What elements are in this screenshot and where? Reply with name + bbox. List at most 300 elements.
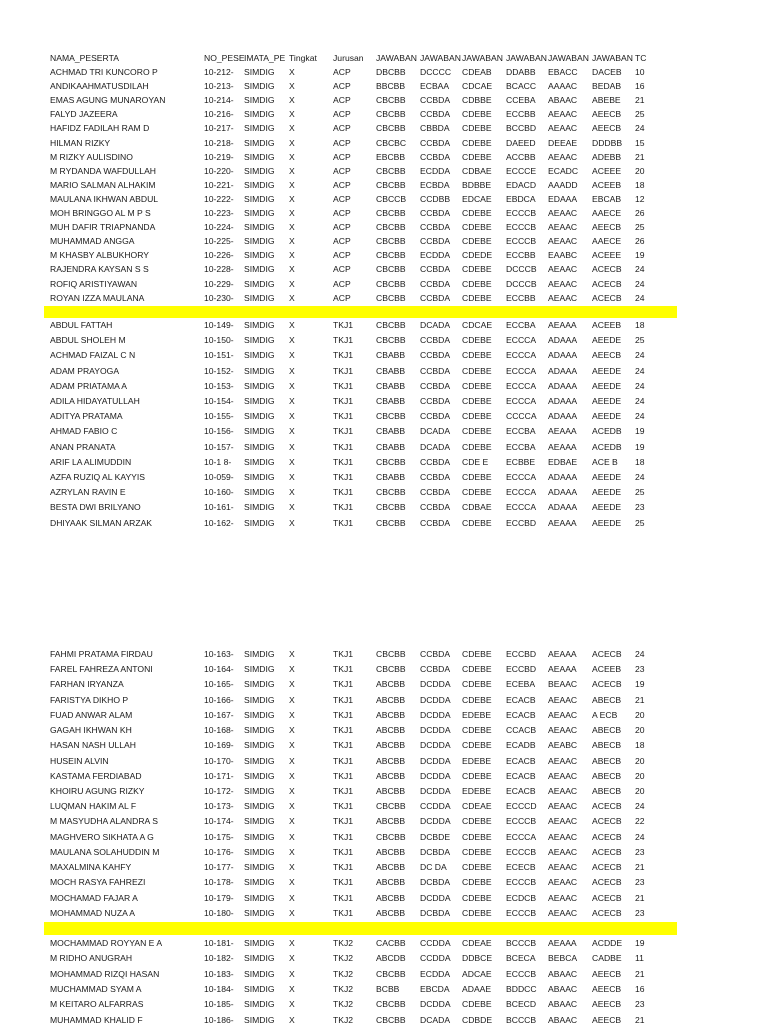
jawaban-cell: ACEDB: [592, 441, 622, 452]
tingkat-cell: X: [289, 67, 295, 77]
jawaban-cell: BDDCC: [506, 983, 537, 994]
tc-cell: 24: [635, 380, 645, 391]
table-row: [0, 207, 768, 220]
tc-cell: 18: [635, 740, 645, 751]
jawaban-cell: AEAAC: [548, 236, 578, 247]
jawaban-cell: ECDDA: [420, 968, 451, 979]
jurusan-cell: ACP: [333, 292, 351, 303]
highlight-separator: [44, 922, 677, 935]
jawaban-cell: BCECA: [506, 953, 536, 964]
jawaban-cell: ECCBD: [506, 649, 537, 659]
tingkat-cell: X: [289, 694, 295, 705]
jawaban-cell: ECCCB: [506, 846, 537, 857]
jawaban-cell: AEAAC: [548, 755, 578, 766]
kelas-cell: SIMDIG: [244, 679, 275, 690]
jawaban-cell: DCDDA: [420, 816, 451, 827]
tingkat-cell: X: [289, 123, 295, 134]
no-peserta-cell: 10-182-: [204, 953, 234, 964]
jawaban-cell: ECCCB: [506, 907, 537, 918]
tingkat-cell: X: [289, 472, 295, 482]
jawaban-cell: DCDDA: [420, 740, 451, 751]
jawaban-cell: ACEEB: [592, 320, 622, 330]
nama-cell: ADILA HIDAYATULLAH: [50, 396, 140, 406]
jawaban-cell: ABCDB: [376, 953, 406, 964]
table-row: [0, 755, 768, 768]
jawaban-cell: AEAAC: [548, 123, 578, 134]
tc-cell: 24: [635, 472, 645, 482]
tc-cell: 24: [635, 278, 645, 289]
tingkat-cell: X: [289, 278, 295, 289]
jurusan-cell: ACP: [333, 67, 351, 77]
jurusan-cell: TKJ2: [333, 968, 354, 979]
jawaban-cell: CBCBB: [376, 236, 406, 247]
jawaban-cell: CDEBE: [462, 350, 492, 361]
jurusan-cell: TKJ1: [333, 709, 354, 720]
jawaban-cell: ACECB: [592, 649, 622, 659]
nama-cell: RAJENDRA KAYSAN S S: [50, 264, 149, 275]
jawaban-cell: AEAAC: [548, 694, 578, 705]
no-peserta-cell: 10-225-: [204, 236, 234, 247]
kelas-cell: SIMDIG: [244, 193, 275, 204]
nama-cell: AZRYLAN RAVIN E: [50, 487, 126, 498]
no-peserta-cell: 10-212-: [204, 67, 234, 77]
jawaban-cell: ECCCB: [506, 968, 537, 979]
jawaban-cell: CBCBB: [376, 222, 406, 233]
jawaban-cell: CDEBE: [462, 411, 492, 422]
jurusan-cell: TKJ1: [333, 487, 354, 498]
tc-cell: 22: [635, 816, 645, 827]
jurusan-cell: ACP: [333, 123, 351, 134]
jawaban-cell: ECDCB: [506, 892, 537, 903]
tingkat-cell: X: [289, 264, 295, 275]
jurusan-cell: TKJ2: [333, 938, 354, 948]
nama-cell: MOH BRINGGO AL M P S: [50, 208, 151, 218]
jawaban-cell: ACECB: [592, 264, 622, 275]
nama-cell: MAULANA IKHWAN ABDUL: [50, 193, 159, 204]
jawaban-cell: CCBDA: [420, 208, 451, 218]
jawaban-cell: ECCCE: [506, 165, 537, 176]
jawaban-cell: AEEDE: [592, 380, 622, 391]
no-peserta-cell: 10-186-: [204, 1014, 234, 1025]
tc-cell: 21: [635, 862, 645, 873]
jawaban-cell: CDEBE: [462, 109, 492, 120]
table-row: [0, 785, 768, 798]
no-peserta-cell: 10-169-: [204, 740, 234, 751]
table-row: [0, 770, 768, 783]
nama-cell: HILMAN RIZKY: [50, 137, 111, 148]
jawaban-cell: EBDCA: [506, 193, 536, 204]
nama-cell: MUHAMMAD ANGGA: [50, 236, 135, 247]
jawaban-cell: DBCBB: [376, 67, 406, 77]
tingkat-cell: X: [289, 938, 295, 948]
kelas-cell: SIMDIG: [244, 816, 275, 827]
table-row: [0, 410, 768, 423]
tc-cell: 18: [635, 179, 645, 190]
jurusan-cell: TKJ1: [333, 877, 354, 888]
kelas-cell: SIMDIG: [244, 380, 275, 391]
jawaban-cell: CBABB: [376, 472, 406, 482]
jurusan-cell: ACP: [333, 208, 351, 218]
jawaban-cell: CDEBE: [462, 380, 492, 391]
table-row: [0, 694, 768, 707]
table-row: [0, 66, 768, 79]
jawaban-cell: ECACB: [506, 709, 536, 720]
jawaban-cell: AEECB: [592, 968, 622, 979]
tingkat-cell: X: [289, 907, 295, 918]
no-peserta-cell: 10-220-: [204, 165, 234, 176]
kelas-cell: SIMDIG: [244, 320, 275, 330]
jawaban-cell: CCBDA: [420, 365, 451, 376]
tc-cell: 25: [635, 335, 645, 346]
jawaban-cell: AEAAC: [548, 831, 578, 842]
jawaban-cell: CCBDA: [420, 472, 451, 482]
jawaban-cell: AAECE: [592, 236, 622, 247]
jawaban-cell: CDBBE: [462, 95, 492, 106]
tc-cell: 24: [635, 350, 645, 361]
jawaban-cell: ECCBA: [506, 426, 536, 437]
tingkat-cell: X: [289, 785, 295, 796]
table-row: [0, 249, 768, 262]
jawaban-cell: AEECB: [592, 222, 622, 233]
jawaban-cell: ECDDA: [420, 165, 451, 176]
kelas-cell: SIMDIG: [244, 109, 275, 120]
table-row: [0, 861, 768, 874]
jawaban-cell: CCBDA: [420, 396, 451, 406]
no-peserta-cell: 10-173-: [204, 801, 234, 812]
jawaban-cell: AEEDE: [592, 335, 622, 346]
kelas-cell: SIMDIG: [244, 770, 275, 781]
jurusan-cell: ACP: [333, 278, 351, 289]
jurusan-cell: ACP: [333, 165, 351, 176]
jawaban-cell: CCBDA: [420, 109, 451, 120]
no-peserta-cell: 10-171-: [204, 770, 234, 781]
jawaban-cell: AEECB: [592, 109, 622, 120]
nama-cell: AHMAD FABIO C: [50, 426, 118, 437]
nama-cell: M MASYUDHA ALANDRA S: [50, 816, 158, 827]
kelas-cell: SIMDIG: [244, 335, 275, 346]
jawaban-cell: ABECB: [592, 694, 622, 705]
jawaban-cell: CBCBB: [376, 335, 406, 346]
jawaban-cell: CDEBE: [462, 426, 492, 437]
jawaban-cell: ABAAC: [548, 999, 578, 1010]
kelas-cell: SIMDIG: [244, 350, 275, 361]
nama-cell: GAGAH IKHWAN KH: [50, 725, 132, 736]
jawaban-cell: CDEBE: [462, 999, 492, 1010]
jawaban-cell: ACDDE: [592, 938, 623, 948]
jawaban-cell: CDEBE: [462, 907, 492, 918]
jawaban-cell: ACE B: [592, 456, 618, 467]
jurusan-cell: ACP: [333, 109, 351, 120]
table-row: [0, 678, 768, 691]
table-row: [0, 1014, 768, 1027]
jawaban-cell: BCBB: [376, 983, 400, 994]
jawaban-cell: CBBDA: [420, 123, 450, 134]
nama-cell: FARHAN IRYANZA: [50, 679, 124, 690]
tingkat-cell: X: [289, 165, 295, 176]
jurusan-cell: TKJ1: [333, 502, 354, 513]
jawaban-cell: CDEBE: [462, 472, 492, 482]
tingkat-cell: X: [289, 709, 295, 720]
jawaban-cell: ECCCB: [506, 877, 537, 888]
no-peserta-cell: 10-218-: [204, 137, 234, 148]
tingkat-cell: X: [289, 151, 295, 162]
jawaban-cell: AEAAA: [548, 320, 577, 330]
tingkat-cell: X: [289, 801, 295, 812]
jawaban-cell: AEAAA: [548, 938, 577, 948]
kelas-cell: SIMDIG: [244, 250, 275, 261]
nama-cell: HASAN NASH ULLAH: [50, 740, 136, 751]
no-peserta-cell: 10-168-: [204, 725, 234, 736]
no-peserta-cell: 10-175-: [204, 831, 234, 842]
kelas-cell: SIMDIG: [244, 953, 275, 964]
jurusan-cell: TKJ1: [333, 664, 354, 675]
jawaban-cell: CCBDA: [420, 137, 451, 148]
kelas-cell: SIMDIG: [244, 208, 275, 218]
jawaban-cell: AAAAC: [548, 81, 578, 92]
jawaban-cell: ABCBB: [376, 816, 406, 827]
jawaban-cell: CCBDA: [420, 95, 451, 106]
tc-cell: 19: [635, 426, 645, 437]
jawaban-cell: DCDDA: [420, 999, 451, 1010]
no-peserta-cell: 10-151-: [204, 350, 234, 361]
jurusan-cell: TKJ1: [333, 396, 354, 406]
jawaban-cell: ABECB: [592, 785, 622, 796]
jawaban-cell: EAABC: [548, 250, 578, 261]
nama-cell: MOCHAMMAD ROYYAN E A: [50, 938, 163, 948]
jawaban-cell: ACECB: [592, 907, 622, 918]
jawaban-cell: DDABB: [506, 67, 536, 77]
nama-cell: ABDUL SHOLEH M: [50, 335, 126, 346]
table-row: [0, 486, 768, 499]
jurusan-cell: TKJ1: [333, 426, 354, 437]
jawaban-cell: CDEBE: [462, 487, 492, 498]
no-peserta-cell: 10-217-: [204, 123, 234, 134]
nama-cell: MOHAMMAD RIZQI HASAN: [50, 968, 160, 979]
kelas-cell: SIMDIG: [244, 1014, 275, 1025]
jawaban-cell: CBCBB: [376, 502, 406, 513]
jawaban-cell: ABCBB: [376, 862, 406, 873]
nama-cell: ABDUL FATTAH: [50, 320, 113, 330]
tc-cell: 23: [635, 664, 645, 675]
no-peserta-cell: 10-226-: [204, 250, 234, 261]
no-peserta-cell: 10-1 8-: [204, 456, 232, 467]
nama-cell: ADAM PRIATAMA A: [50, 380, 128, 391]
jawaban-cell: AEECB: [592, 123, 622, 134]
jurusan-cell: TKJ1: [333, 770, 354, 781]
jawaban-cell: ECCBA: [506, 320, 536, 330]
tingkat-cell: X: [289, 426, 295, 437]
jawaban-cell: ABCBB: [376, 846, 406, 857]
tc-cell: 16: [635, 81, 645, 92]
jawaban-cell: BDBBE: [462, 179, 492, 190]
jurusan-cell: TKJ2: [333, 983, 354, 994]
jawaban-cell: ECDDA: [420, 250, 451, 261]
jawaban-cell: CDEBE: [462, 725, 492, 736]
tingkat-cell: X: [289, 81, 295, 92]
jawaban-cell: AEABC: [548, 740, 578, 751]
no-peserta-cell: 10-166-: [204, 694, 234, 705]
jawaban-cell: CCDBB: [420, 193, 451, 204]
jawaban-cell: CDCAE: [462, 320, 493, 330]
jawaban-cell: CDEBE: [462, 335, 492, 346]
jawaban-cell: ADEBB: [592, 151, 622, 162]
jawaban-cell: ECCCA: [506, 831, 537, 842]
jawaban-cell: ECCCB: [506, 236, 537, 247]
tc-cell: 21: [635, 95, 645, 106]
jawaban-cell: ABECB: [592, 755, 622, 766]
jawaban-cell: ADCAE: [462, 968, 492, 979]
tingkat-cell: X: [289, 862, 295, 873]
kelas-cell: SIMDIG: [244, 411, 275, 422]
jawaban-cell: CBCBB: [376, 649, 406, 659]
jawaban-cell: CDEBE: [462, 264, 492, 275]
kelas-cell: SIMDIG: [244, 264, 275, 275]
jawaban-cell: ECCBB: [506, 109, 536, 120]
jawaban-cell: CDEAE: [462, 801, 492, 812]
tingkat-cell: X: [289, 380, 295, 391]
jawaban-cell: ECCBA: [506, 441, 536, 452]
jawaban-cell: AEAAC: [548, 222, 578, 233]
jawaban-cell: CCBDA: [420, 264, 451, 275]
jawaban-cell: ECECB: [506, 862, 536, 873]
jawaban-cell: CDEBE: [462, 151, 492, 162]
header-no: NO_PESE: [204, 53, 245, 63]
jawaban-cell: ECACB: [506, 770, 536, 781]
tingkat-cell: X: [289, 441, 295, 452]
jawaban-cell: ECCCB: [506, 222, 537, 233]
jawaban-cell: CDEBE: [462, 694, 492, 705]
header-nama: NAMA_PESERTA: [50, 53, 119, 63]
jurusan-cell: TKJ2: [333, 953, 354, 964]
kelas-cell: SIMDIG: [244, 179, 275, 190]
no-peserta-cell: 10-180-: [204, 907, 234, 918]
jawaban-cell: DCDDA: [420, 725, 451, 736]
table-row: [0, 983, 768, 996]
jawaban-cell: CBCBB: [376, 123, 406, 134]
table-row: [0, 724, 768, 737]
nama-cell: LUQMAN HAKIM AL F: [50, 801, 137, 812]
jawaban-cell: ADAAA: [548, 487, 578, 498]
header-jurusan: Jurusan: [333, 53, 364, 63]
nama-cell: AZFA RUZIQ AL KAYYIS: [50, 472, 146, 482]
jawaban-cell: DAEED: [506, 137, 536, 148]
jawaban-cell: ACEEB: [592, 179, 622, 190]
kelas-cell: SIMDIG: [244, 968, 275, 979]
jurusan-cell: TKJ1: [333, 816, 354, 827]
jawaban-cell: DCBDE: [420, 831, 451, 842]
jawaban-cell: AEAAA: [548, 664, 577, 675]
jurusan-cell: ACP: [333, 151, 351, 162]
jawaban-cell: DCADA: [420, 441, 451, 452]
jawaban-cell: CDEBE: [462, 740, 492, 751]
jurusan-cell: TKJ1: [333, 846, 354, 857]
jawaban-cell: DCCCC: [420, 67, 452, 77]
tc-cell: 12: [635, 193, 645, 204]
no-peserta-cell: 10-153-: [204, 380, 234, 391]
header-jawaban: JAWABAN: [420, 53, 461, 63]
jawaban-cell: CDEBE: [462, 123, 492, 134]
jawaban-cell: CCBDA: [420, 411, 451, 422]
jawaban-cell: DCADA: [420, 1014, 451, 1025]
jawaban-cell: ECCCA: [506, 350, 537, 361]
jawaban-cell: EBACC: [548, 67, 578, 77]
nama-cell: M RIDHO ANUGRAH: [50, 953, 133, 964]
table-row: [0, 815, 768, 828]
jawaban-cell: ABAAC: [548, 1014, 578, 1025]
tc-cell: 18: [635, 320, 645, 330]
jawaban-cell: A ECB: [592, 709, 618, 720]
jawaban-cell: ECACB: [506, 694, 536, 705]
tingkat-cell: X: [289, 250, 295, 261]
jurusan-cell: TKJ1: [333, 785, 354, 796]
jawaban-cell: CBCBB: [376, 968, 406, 979]
jawaban-cell: DEEAE: [548, 137, 578, 148]
jawaban-cell: ECCCA: [506, 365, 537, 376]
kelas-cell: SIMDIG: [244, 487, 275, 498]
kelas-cell: SIMDIG: [244, 426, 275, 437]
tingkat-cell: X: [289, 365, 295, 376]
tingkat-cell: X: [289, 999, 295, 1010]
jawaban-cell: CDCAE: [462, 81, 493, 92]
jurusan-cell: TKJ1: [333, 801, 354, 812]
jawaban-cell: ABCBB: [376, 770, 406, 781]
no-peserta-cell: 10-176-: [204, 846, 234, 857]
jurusan-cell: ACP: [333, 81, 351, 92]
jawaban-cell: AEEDE: [592, 502, 622, 513]
jurusan-cell: TKJ1: [333, 740, 354, 751]
jawaban-cell: CBCBB: [376, 278, 406, 289]
tingkat-cell: X: [289, 179, 295, 190]
table-row: [0, 892, 768, 905]
tingkat-cell: X: [289, 679, 295, 690]
jawaban-cell: ABECB: [592, 740, 622, 751]
no-peserta-cell: 10-216-: [204, 109, 234, 120]
nama-cell: M RYDANDA WAFDULLAH: [50, 165, 157, 176]
jawaban-cell: AEAAC: [548, 109, 578, 120]
tingkat-cell: X: [289, 877, 295, 888]
tingkat-cell: X: [289, 222, 295, 233]
jawaban-cell: AEAAC: [548, 264, 578, 275]
jawaban-cell: ADAAA: [548, 396, 578, 406]
tc-cell: 24: [635, 365, 645, 376]
kelas-cell: SIMDIG: [244, 664, 275, 675]
jawaban-cell: AEAAC: [548, 709, 578, 720]
jawaban-cell: CCBDA: [420, 664, 451, 675]
jurusan-cell: TKJ1: [333, 365, 354, 376]
jawaban-cell: AEAAC: [548, 801, 578, 812]
tc-cell: 16: [635, 983, 645, 994]
jawaban-cell: CDEDE: [462, 250, 493, 261]
header-row: [0, 52, 768, 65]
no-peserta-cell: 10-154-: [204, 396, 234, 406]
jurusan-cell: TKJ1: [333, 441, 354, 452]
no-peserta-cell: 10-172-: [204, 785, 234, 796]
jawaban-cell: ECACB: [506, 755, 536, 766]
jurusan-cell: TKJ1: [333, 411, 354, 422]
kelas-cell: SIMDIG: [244, 278, 275, 289]
jawaban-cell: CBCBB: [376, 179, 406, 190]
nama-cell: KASTAMA FERDIABAD: [50, 770, 142, 781]
jawaban-cell: CCBDA: [420, 517, 451, 528]
jawaban-cell: CCBDA: [420, 350, 451, 361]
nama-cell: M RIZKY AULISDINO: [50, 151, 133, 162]
jawaban-cell: CCBDA: [420, 278, 451, 289]
tingkat-cell: X: [289, 755, 295, 766]
tingkat-cell: X: [289, 137, 295, 148]
jawaban-cell: CCBDA: [420, 151, 451, 162]
no-peserta-cell: 10-184-: [204, 983, 234, 994]
jawaban-cell: ACCBB: [506, 151, 536, 162]
